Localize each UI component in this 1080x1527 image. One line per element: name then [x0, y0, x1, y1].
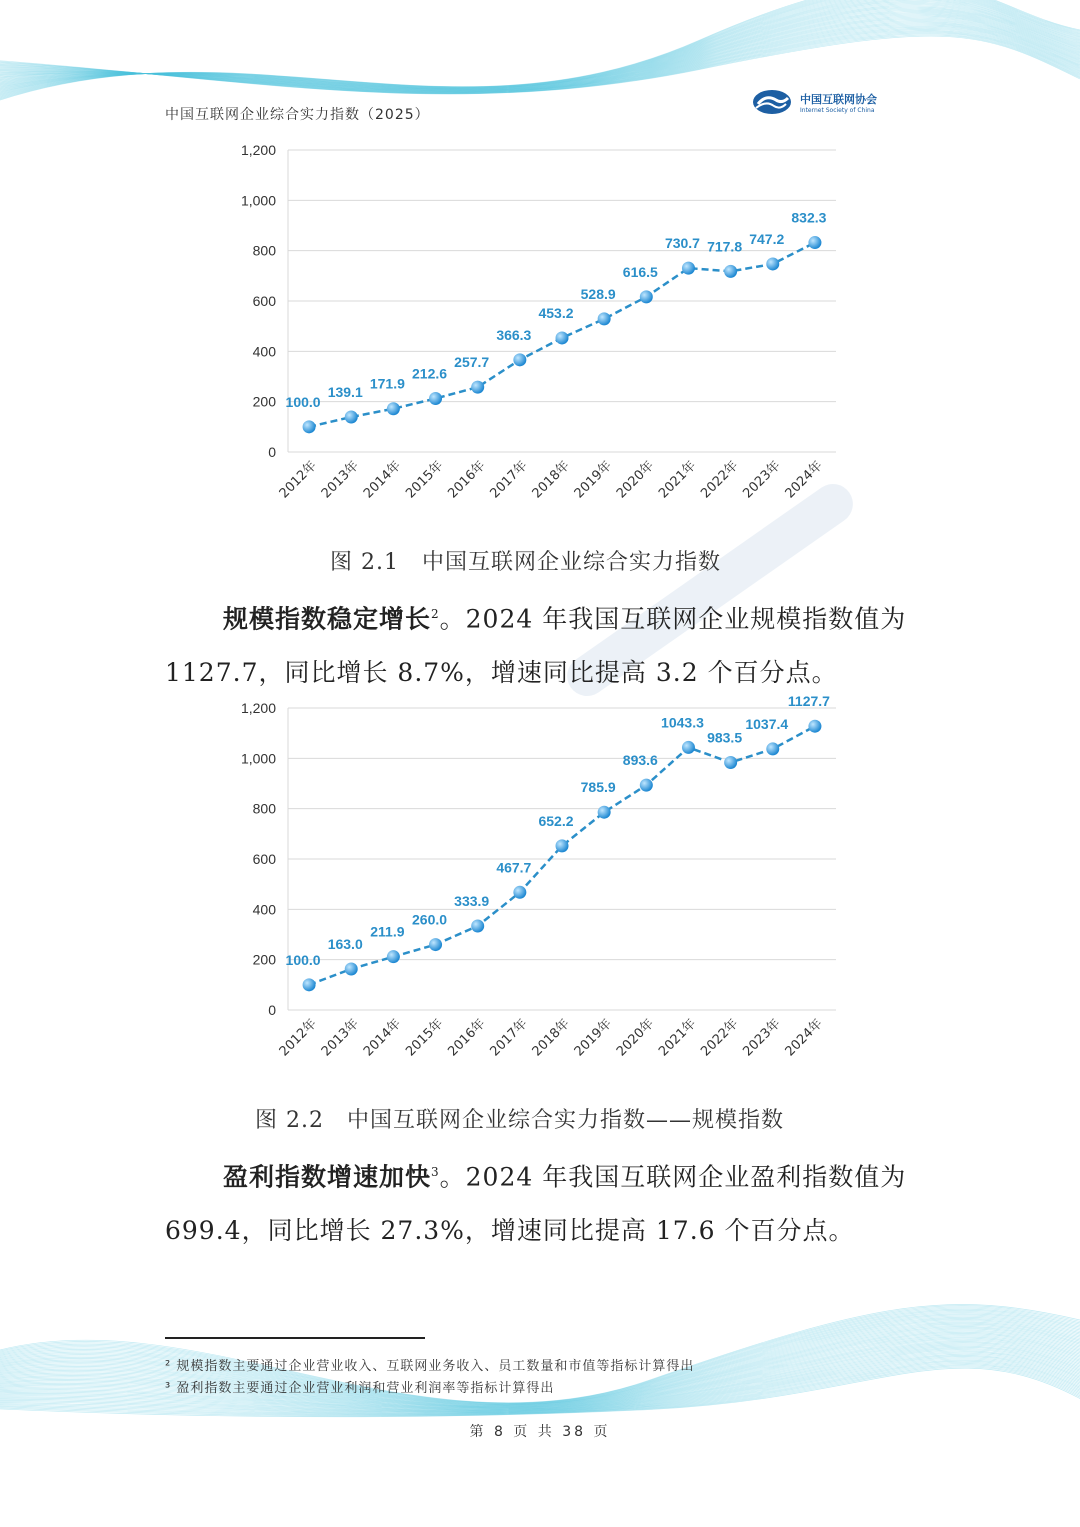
paragraph-profit-index-text: 。2024 年我国互联网企业盈利指数值为 699.4，同比增长 27.3%，增速同比提高 17.6 个百分点。: [165, 1162, 907, 1246]
data-label: 747.2: [749, 230, 785, 247]
paragraph-scale-index-text: 。2024 年我国互联网企业规模指数值为 1127.7，同比增长 8.7%，增速同比提高 3.2 个百分点。: [165, 604, 907, 688]
x-tick-label: 2015年: [403, 1016, 447, 1060]
data-point: [303, 420, 316, 433]
data-point: [766, 742, 779, 755]
x-tick-label: 2016年: [445, 458, 489, 502]
footnotes: [165, 1356, 694, 1400]
chart-scale-index-svg: [230, 690, 850, 1080]
paragraph-profit-index: [165, 1145, 925, 1258]
footnote-divider: [165, 1337, 425, 1339]
x-tick-label: 2023年: [740, 1016, 784, 1060]
x-tick-label: 2014年: [361, 458, 405, 502]
data-label: 257.7: [454, 354, 490, 371]
y-tick-label: 1,200: [240, 700, 276, 716]
x-tick-label: 2021年: [656, 1016, 700, 1060]
y-tick-label: 800: [252, 242, 276, 259]
data-point: [682, 741, 695, 754]
x-tick-label: 2013年: [318, 1016, 363, 1060]
data-point: [682, 262, 695, 275]
data-label: 730.7: [664, 235, 700, 252]
data-point: [598, 312, 611, 325]
x-tick-label: 2017年: [487, 458, 531, 502]
chart-gridlines: [285, 150, 836, 452]
x-tick-label: 2022年: [698, 458, 742, 502]
data-point: [471, 381, 484, 394]
data-label: 260.0: [412, 911, 448, 928]
data-point: [429, 938, 442, 951]
y-tick-label: 200: [252, 393, 276, 410]
data-point: [345, 962, 358, 975]
x-tick-label: 2018年: [529, 458, 573, 502]
footnote-3: ³ 盈利指数主要通过企业营业利润和营业利润率等指标计算得出: [165, 1381, 555, 1396]
data-point: [429, 392, 442, 405]
data-label: 528.9: [580, 285, 616, 302]
data-label: 785.9: [580, 779, 616, 796]
isc-logo: [752, 88, 877, 116]
data-point: [640, 290, 653, 303]
y-tick-label: 1,200: [240, 142, 276, 158]
isc-logo-icon: [752, 88, 792, 116]
data-label: 893.6: [622, 752, 658, 769]
data-point: [387, 950, 400, 963]
data-point: [513, 886, 526, 899]
y-tick-label: 400: [252, 343, 276, 360]
data-point: [556, 839, 569, 852]
data-label: 1127.7: [787, 693, 830, 710]
x-tick-label: 2024年: [782, 1016, 826, 1060]
data-label: 366.3: [496, 326, 532, 343]
data-point: [345, 410, 358, 423]
y-tick-label: 200: [252, 951, 276, 968]
chart-composite-index-svg: [230, 132, 850, 522]
paragraph-scale-index: [165, 587, 925, 700]
data-point: [724, 756, 737, 769]
data-label: 171.9: [369, 375, 405, 392]
data-label: 139.1: [327, 383, 363, 400]
x-tick-label: 2019年: [571, 1016, 615, 1060]
data-label: 211.9: [370, 923, 405, 940]
data-point: [724, 265, 737, 278]
y-tick-label: 0: [268, 1002, 276, 1018]
x-tick-label: 2019年: [571, 458, 615, 502]
x-tick-label: 2012年: [276, 458, 320, 502]
x-tick-label: 2014年: [361, 1016, 405, 1060]
x-tick-label: 2021年: [656, 458, 700, 502]
x-tick-label: 2023年: [740, 458, 784, 502]
y-tick-label: 800: [252, 800, 276, 817]
data-label: 333.9: [454, 892, 490, 909]
data-point: [598, 806, 611, 819]
data-label: 717.8: [707, 238, 743, 255]
y-tick-label: 1,000: [240, 750, 276, 767]
chart-scale-index: [230, 690, 850, 1080]
logo-english-name: Internet Society of China: [800, 106, 875, 114]
data-label: 100.0: [285, 393, 321, 410]
data-label: 832.3: [791, 209, 827, 226]
data-label: 100.0: [285, 951, 321, 968]
y-tick-label: 600: [252, 851, 276, 867]
x-tick-label: 2015年: [403, 458, 447, 502]
y-tick-label: 0: [268, 444, 276, 460]
data-label: 453.2: [538, 304, 574, 321]
x-tick-label: 2022年: [698, 1016, 742, 1060]
data-point: [303, 978, 316, 991]
data-label: 163.0: [327, 935, 363, 952]
x-tick-label: 2018年: [529, 1016, 573, 1060]
data-label: 983.5: [707, 729, 743, 746]
footnote-2: ² 规模指数主要通过企业营业收入、互联网业务收入、员工数量和市值等指标计算得出: [165, 1359, 695, 1374]
paragraph-profit-index-heading: 盈利指数增速加快: [223, 1162, 432, 1192]
data-label: 467.7: [496, 859, 532, 876]
paragraph-scale-index-heading: 规模指数稳定增长: [223, 604, 432, 634]
data-point: [513, 353, 526, 366]
document-header-title: 中国互联网企业综合实力指数（2025）: [165, 107, 430, 123]
y-tick-label: 1,000: [240, 192, 276, 209]
x-tick-label: 2016年: [445, 1016, 489, 1060]
x-tick-label: 2024年: [782, 458, 826, 502]
logo-chinese-name: 中国互联网协会: [800, 92, 877, 106]
x-tick-label: 2012年: [276, 1016, 320, 1060]
y-tick-label: 400: [252, 901, 276, 918]
footnote-ref-2: 2: [431, 607, 440, 621]
data-point: [387, 402, 400, 415]
y-tick-label: 600: [252, 293, 276, 309]
chart-gridlines: [285, 708, 836, 1010]
data-label: 1043.3: [661, 714, 704, 731]
data-point: [556, 331, 569, 344]
data-label: 212.6: [412, 365, 448, 382]
data-label: 652.2: [538, 812, 574, 829]
figure-caption-2-2: 图 2.2 中国互联网企业综合实力指数——规模指数: [255, 1108, 784, 1133]
page-number: 第 8 页 共 38 页: [469, 1424, 611, 1440]
chart-composite-index: [230, 132, 850, 522]
data-point: [808, 720, 821, 733]
data-point: [766, 257, 779, 270]
data-point: [471, 919, 484, 932]
x-tick-label: 2020年: [613, 1016, 658, 1060]
data-label: 616.5: [622, 263, 658, 280]
data-point: [808, 236, 821, 249]
x-tick-label: 2020年: [613, 458, 658, 502]
series-line: [309, 726, 815, 985]
data-label: 1037.4: [745, 715, 789, 732]
x-tick-label: 2013年: [318, 458, 363, 502]
footnote-ref-3: 3: [431, 1165, 440, 1179]
x-tick-label: 2017年: [487, 1016, 531, 1060]
data-point: [640, 779, 653, 792]
figure-caption-2-1: 图 2.1 中国互联网企业综合实力指数: [330, 550, 721, 575]
